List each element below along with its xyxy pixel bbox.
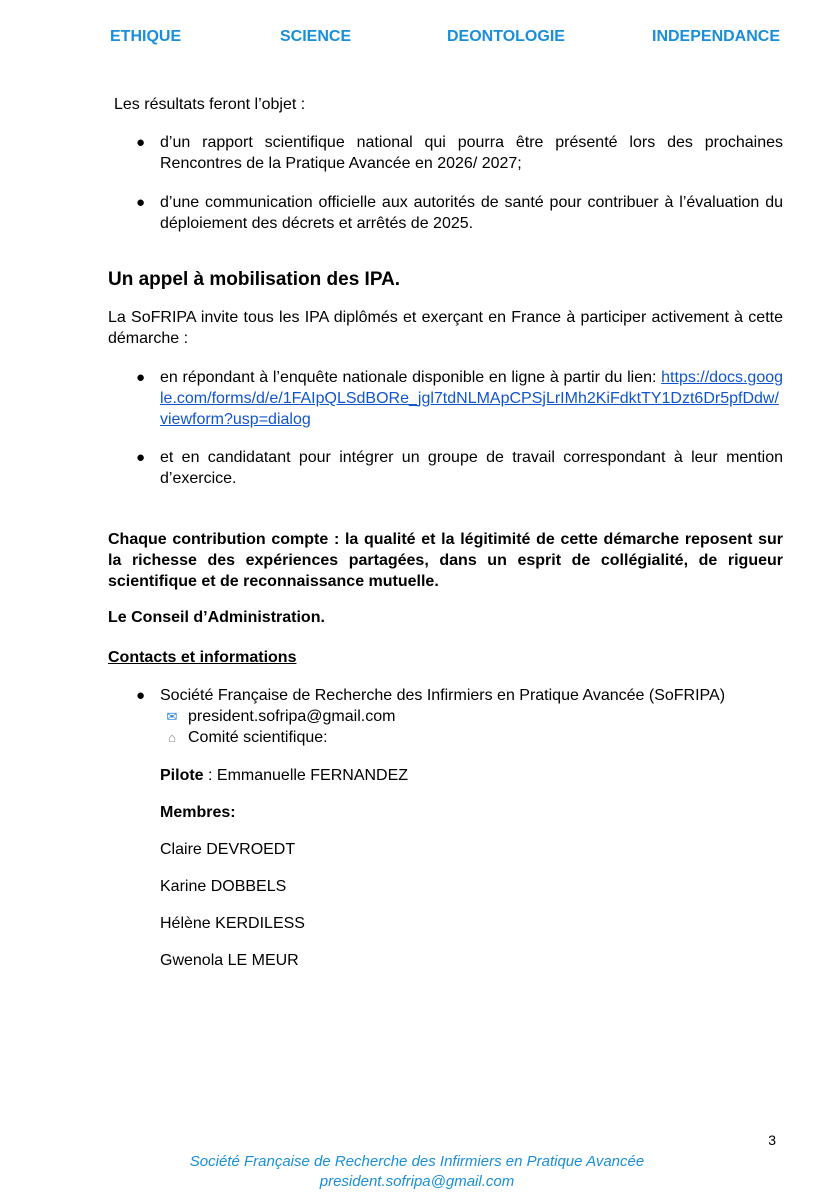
list-item: ● d’un rapport scientifique national qui pourra être présenté lors des prochaines Rencontres de la Pratique Avancée en 2026/ 2027; [136,134,783,172]
list-item: ● d’une communication officielle aux autorités de santé pour contribuer à l’évaluation du déploiement des décrets et arrêtés de 2025. [136,194,783,232]
member-name: Hélène KERDILESS [160,915,305,932]
institution-icon: ⌂ [168,730,176,745]
contacts-heading: Contacts et informations [108,649,297,666]
list-item: ● Société Française de Recherche des Infirmiers en Pratique Avancée (SoFRIPA) [136,687,726,704]
list-item: ● en répondant à l’enquête nationale disponible en ligne à partir du lien: https://docs.google.com/forms/d/e/1FAIpQLSdBORe_jgl7tdNLMApCPSjLrIMh2KiFdktTY1Dzt6Dr5pfDdw/viewform?usp=dialog [136,369,784,428]
appeal-intro: La SoFRIPA invite tous les IPA diplômés et exerçant en France à participer activement à cette démarche : [108,309,783,347]
contact-email[interactable]: president.sofripa@gmail.com [188,708,396,725]
page-number: 3 [768,1132,776,1148]
workgroup-text: et en candidatant pour intégrer un groupe de travail correspondant à leur mention d’exercice. [160,449,783,487]
motto-independance: INDEPENDANCE [652,28,781,45]
motto-deontologie: DEONTOLOGIE [447,28,565,45]
signature: Le Conseil d’Administration. [108,609,325,626]
member-name: Karine DOBBELS [160,878,287,895]
survey-text: en répondant à l’enquête nationale disponible en ligne à partir du lien: [160,369,657,386]
pilot-name: : Emmanuelle FERNANDEZ [203,767,409,784]
results-bullet-report: d’un rapport scientifique national qui pourra être présenté lors des prochaines Rencontres de la Pratique Avancée en 2026/ 2027; [160,134,783,172]
pilot-label: Pilote [160,767,204,784]
appeal-heading: Un appel à mobilisation des IPA. [108,269,401,290]
member-name: Gwenola LE MEUR [160,952,299,969]
results-bullet-communication: d’une communication officielle aux autorités de santé pour contribuer à l’évaluation du déploiement des décrets et arrêtés de 2025. [160,194,783,232]
survey-link[interactable]: https://docs.google.com/forms/d/e/1FAIpQLSdBORe_jgl7tdNLMApCPSjLrIMh2KiFdktTY1Dzt6Dr5pfDdw/viewform?usp=dialog [160,369,784,428]
motto-science: SCIENCE [280,28,352,45]
results-intro: Les résultats feront l’objet : [114,96,306,113]
document-body [108,94,783,971]
members-label: Membres: [160,804,236,821]
envelope-icon: ✉ [166,709,178,724]
member-name: Claire DEVROEDT [160,841,296,858]
org-name: Société Française de Recherche des Infirmiers en Pratique Avancée (SoFRIPA) [160,687,726,704]
committee-line [108,727,783,748]
motto-ethique: ETHIQUE [110,28,182,45]
pilot-line [108,765,783,786]
header-motto [0,28,834,50]
closing-statement: Chaque contribution compte : la qualité et la légitimité de cette démarche reposent sur la richesse des expériences partagées, dans un esprit de collégialité, de rigueur scientifique et de reconnaissance mutuelle. [108,531,783,590]
committee-label: Comité scientifique: [188,729,328,746]
email-line [108,706,783,727]
footer-org: Société Française de Recherche des Infirmiers en Pratique Avancée [189,1153,645,1170]
footer-email: president.sofripa@gmail.com [319,1173,515,1190]
list-item: ● et en candidatant pour intégrer un groupe de travail correspondant à leur mention d’exercice. [136,449,783,487]
